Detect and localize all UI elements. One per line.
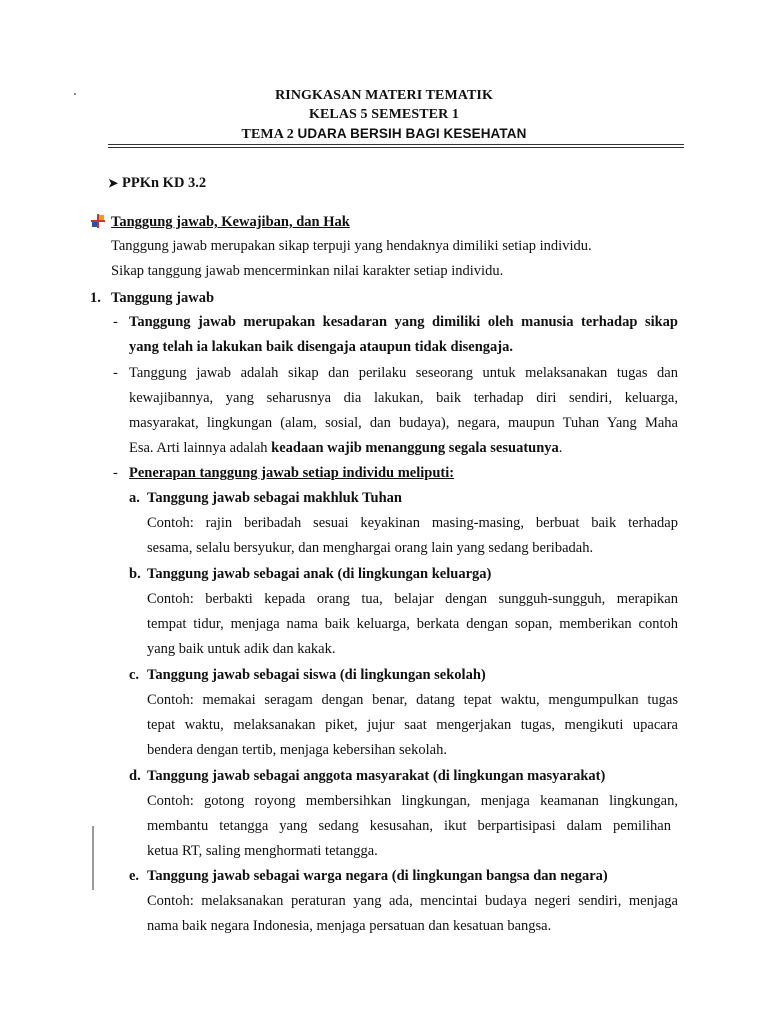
subject-label: PPKn KD 3.2 — [122, 175, 207, 191]
subitem-c-title: Tanggung jawab sebagai siswa (di lingkungan sekolah) — [147, 667, 486, 683]
header-rule-top — [108, 144, 684, 145]
doc-class: KELAS 5 SEMESTER 1 — [308, 107, 459, 122]
theme-name: UDARA BERSIH BAGI KESEHATAN — [297, 126, 527, 141]
subitem-a-letter: a. — [129, 490, 140, 506]
subitem-d-line-2: membantu tetangga yang sedang kesusahan, ikut berpartisipasi dalam pemilihan — [147, 818, 671, 834]
definition-1-line-2: yang telah ia lakukan baik disengaja ataupun tidak disengaja. — [129, 339, 513, 355]
doc-theme — [0, 126, 768, 143]
subitem-c-line-1: Contoh: memakai seragam dengan benar, datang tepat waktu, mengumpulkan tugas — [147, 692, 678, 708]
definition-2-emphasis: keadaan wajib menanggung segala sesuatunya — [271, 440, 559, 456]
definition-1-line-1: Tanggung jawab merupakan kesadaran yang dimiliki oleh manusia terhadap sikap — [129, 314, 678, 330]
application-heading: Penerapan tanggung jawab setiap individu meliputi: — [129, 465, 455, 481]
definition-2-period: . — [558, 440, 563, 456]
margin-mark — [92, 826, 94, 890]
subitem-d-line-3: ketua RT, saling menghormati tetangga. — [147, 843, 378, 859]
subitem-e-line-1: Contoh: melaksanakan peraturan yang ada, mencintai budaya negeri sendiri, menjaga — [147, 893, 678, 909]
definition-2-line-2: kewajibannya, yang seharusnya dia lakukan, baik terhadap diri sendiri, keluarga, — [129, 390, 678, 406]
definition-2-text: Esa. Arti lainnya adalah — [129, 440, 272, 456]
subitem-d-title: Tanggung jawab sebagai anggota masyarakat (di lingkungan masyarakat) — [147, 768, 606, 784]
subitem-e-title: Tanggung jawab sebagai warga negara (di lingkungan bangsa dan negara) — [147, 868, 608, 884]
section-intro-2: Sikap tanggung jawab mencerminkan nilai karakter setiap individu. — [111, 263, 504, 279]
section-intro-1: Tanggung jawab merupakan sikap terpuji yang hendaknya dimiliki setiap individu. — [111, 238, 592, 254]
doc-title: RINGKASAN MATERI TEMATIK — [275, 88, 493, 103]
subitem-b-line-2: tempat tidur, menjaga nama baik keluarga, berkata dengan sopan, memberikan contoh — [147, 616, 678, 632]
dash-3: - — [113, 465, 118, 481]
subitem-c-letter: c. — [129, 667, 140, 683]
subitem-c-line-2: tepat waktu, melaksanakan piket, jujur saat mengerjakan tugas, mengikuti upacara — [147, 717, 678, 733]
definition-2-line-4 — [129, 439, 562, 457]
subitem-d-letter: d. — [129, 768, 141, 784]
arrow-bullet-icon: ➤ — [108, 176, 119, 190]
dash-1: - — [113, 314, 118, 330]
subitem-b-title: Tanggung jawab sebagai anak (di lingkungan keluarga) — [147, 566, 492, 582]
theme-number: TEMA 2 — [241, 127, 294, 142]
section-title: Tanggung jawab, Kewajiban, dan Hak — [111, 214, 350, 230]
dash-2: - — [113, 365, 118, 381]
subitem-d-line-1: Contoh: gotong royong membersihkan lingkungan, menjaga keamanan lingkungan, — [147, 793, 678, 809]
subitem-b-letter: b. — [129, 566, 141, 582]
definition-2-line-3: masyarakat, lingkungan (alam, sosial, dan budaya), negara, maupun Tuhan Yang Maha — [129, 415, 678, 431]
subitem-b-line-1: Contoh: berbakti kepada orang tua, belajar dengan sungguh-sungguh, merapikan — [147, 591, 678, 607]
subject-heading — [108, 174, 206, 192]
item-number: 1. — [90, 290, 101, 306]
subitem-a-title: Tanggung jawab sebagai makhluk Tuhan — [147, 490, 402, 506]
subitem-c-line-3: bendera dengan tertib, menjaga kebersihan sekolah. — [147, 742, 447, 758]
item-title: Tanggung jawab — [111, 290, 215, 306]
header-rule-bottom — [108, 147, 684, 148]
subitem-a-line-1: Contoh: rajin beribadah sesuai keyakinan masing-masing, berbuat baik terhadap — [147, 515, 678, 531]
subitem-e-letter: e. — [129, 868, 140, 884]
subitem-a-line-2: sesama, selalu bersyukur, dan menghargai orang lain yang sedang beribadah. — [147, 540, 594, 556]
subitem-e-line-2: nama baik negara Indonesia, menjaga persatuan dan kesatuan bangsa. — [147, 918, 552, 934]
subitem-b-line-3: yang baik untuk adik dan kakak. — [147, 641, 336, 657]
definition-2-line-1: Tanggung jawab adalah sikap dan perilaku seseorang untuk melaksanakan tugas dan — [129, 365, 678, 381]
section-bullet-icon — [90, 213, 106, 229]
